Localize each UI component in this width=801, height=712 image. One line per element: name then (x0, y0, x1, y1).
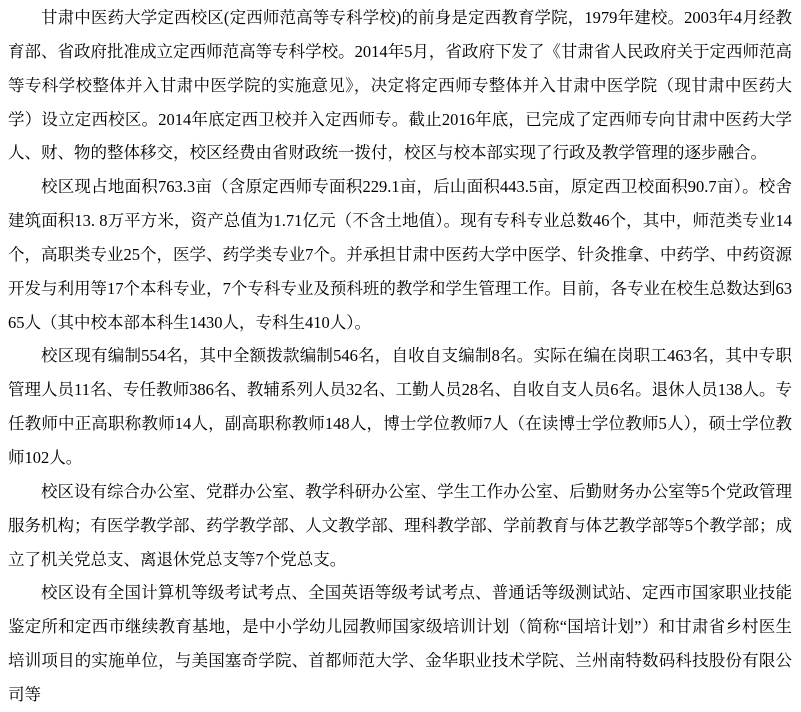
paragraph-training-bases: 校区设有全国计算机等级考试考点、全国英语等级考试考点、普通话等级测试站、定西市国家职业技能鉴定所和定西市继续教育基地，是中小学幼儿园教师国家级培训计划（简称“国培计划”）和甘肃省乡村医生培训项目的实施单位，与美国塞奇学院、首都师范大学、金华职业技术学院、兰州南特数码科技股份有限公司等 (8, 583, 792, 704)
paragraph-history: 甘肃中医药大学定西校区(定西师范高等专科学校)的前身是定西教育学院，1979年建校。2003年4月经教育部、省政府批准成立定西师范高等专科学校。2014年5月，省政府下发了《甘肃省人民政府关于定西师范高等专科学校整体并入甘肃中医学院的实施意见》，决定将定西师专整体并入甘肃中医学院（现甘肃中医药大学）设立定西校区。2014年底定西卫校并入定西师专。截止2016年底，已完成了定西师专向甘肃中医药大学人、财、物的整体移交，校区经费由省财政统一拨付，校区与校本部实现了行政及教学管理的逐步融合。 (8, 8, 792, 163)
paragraph-staffing: 校区现有编制554名，其中全额拨款编制546名，自收自支编制8名。实际在编在岗职工463名，其中专职管理人员11名、专任教师386名、教辅系列人员32名、工勤人员28名、自收自支人员6名。退休人员138人。专任教师中正高职称教师14人，副高职称教师148人，博士学位教师7人（在读博士学位教师5人），硕士学位教师102人。 (8, 346, 792, 467)
paragraph-departments: 校区设有综合办公室、党群办公室、教学科研办公室、学生工作办公室、后勤财务办公室等5个党政管理服务机构；有医学教学部、药学教学部、人文教学部、理科教学部、学前教育与体艺教学部等5个教学部；成立了机关党总支、离退休党总支等7个党总支。 (8, 481, 792, 569)
paragraph-campus-area-programs: 校区现占地面积763.3亩（含原定西师专面积229.1亩，后山面积443.5亩，原定西卫校面积90.7亩）。校舍建筑面积13. 8万平方米，资产总值为1.71亿元（不含土地值）。现有专科专业总数46个，其中，师范类专业14个，高职类专业25个，医学、药学类专业7个。并承担甘肃中医药大学中医学、针灸推拿、中药学、中药资源开发与利用等17个本科专业，7个专科专业及预科班的教学和学生管理工作。目前，各专业在校生总数达到6365人（其中校本部本科生1430人，专科生410人）。 (8, 177, 792, 332)
